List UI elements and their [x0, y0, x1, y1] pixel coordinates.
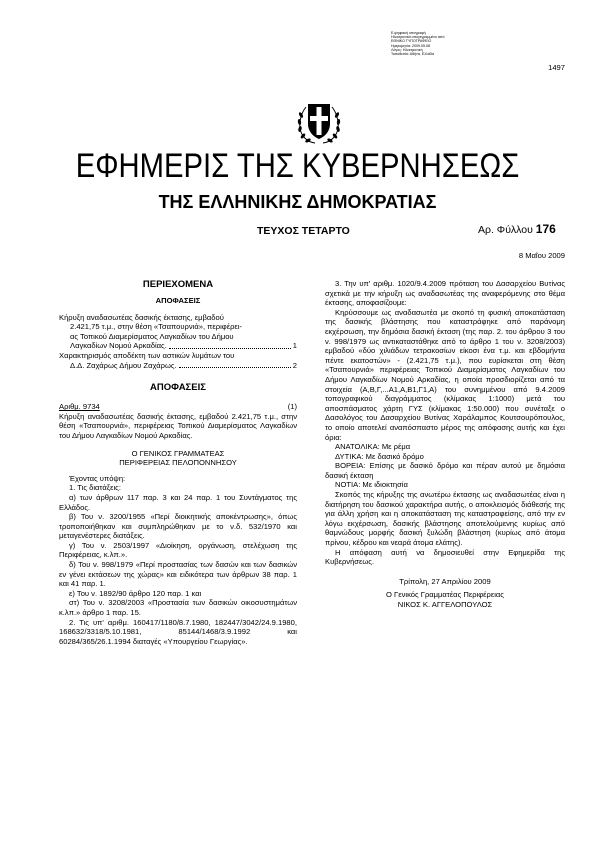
boundary-east: ΑΝΑΤΟΛΙΚΑ: Με ρέμα	[335, 442, 411, 452]
toc-heading: ΠΕΡΙΕΧΟΜΕΝΑ	[142, 279, 214, 290]
stamp-line: Τοποθεσία: Αθήνα, Ελλάδα	[391, 52, 435, 57]
digital-signature-stamp	[391, 31, 455, 56]
toc-dot-leader	[179, 367, 291, 368]
boundary-south: ΝΟΤΙΑ: Με ιδιοκτησία	[335, 480, 408, 490]
sheet-number	[478, 222, 556, 237]
sheet-number-value: 176	[535, 222, 556, 236]
clause-2: 2. Τις υπ' αριθμ. 160417/1180/8.7.1980, 182447/3042/24.9.1980, 168632/3318/5.10.1981, 85144/1468/3.9.1992 και 60284/365/26.1.1994 διαταγές «Υπουργείου Γεωργίας».	[59, 617, 297, 646]
newspaper-title: ΕΦΗΜΕΡΙΣ ΤΗΣ ΚΥΒΕΡΝΗΣΕΩΣ	[75, 147, 520, 185]
authority-region: ΠΕΡΙΦΕΡΕΙΑΣ ΠΕΛΟΠΟΝΝΗΣΟΥ	[119, 458, 237, 468]
clause-1c: γ) Του ν. 2503/1997 «Διοίκηση, οργάνωση, στελέχωση της Περιφέρειας, κ.λπ.».	[59, 540, 297, 560]
page-number: 1497	[548, 63, 565, 72]
clause-1a: α) των άρθρων 117 παρ. 3 και 24 παρ. 1 του Συντάγματος της Ελλάδος.	[59, 492, 297, 512]
clause-1b: β) Του ν. 3200/1955 «Περί διοικητικής αποκέντρωσης», όπως τροποποιήθηκαν και συμπληρώθηκαν με το ν.δ. 532/1970 και μεταγενέστερες διατάξεις.	[59, 512, 297, 541]
toc-page-number: 2	[292, 360, 297, 370]
publication-order: Η απόφαση αυτή να δημοσιευθεί στην Εφημερίδα της Κυβερνήσεως.	[325, 547, 565, 567]
newspaper-subtitle: ΤΗΣ ΕΛΛΗΝΙΚΗΣ ΔΗΜΟΚΡΑΤΙΑΣ	[158, 192, 437, 212]
issue-label: ΤΕΥΧΟΣ ΤΕΤΑΡΤΟ	[257, 225, 350, 237]
issue-date: 8 Μαΐου 2009	[518, 251, 565, 260]
stamp-line: Ε.ψηφιακή υπογραφή	[391, 31, 426, 35]
toc-subheading: ΑΠΟΦΑΣΕΙΣ	[155, 296, 201, 305]
toc-item-last-line	[59, 341, 297, 351]
decision-summary: Κήρυξη αναδασωτέας δασικής έκτασης, εμβαδού 2.421,75 τ.μ., στην θέση «Τσαπουρνιά», περιφέρειας Τοπικού Διαμερίσματος Λαγκαδίων του Δήμου Λαγκαδίων Νομού Αρκαδίας.	[59, 411, 297, 440]
boundary-west: ΔΥΤΙΚΑ: Με δασικό δρόμο	[335, 451, 424, 461]
sheet-number-label: Αρ. Φύλλου	[478, 224, 536, 236]
toc-item-text: Δ.Δ. Ζαχάρως Δήμου Ζαχάρως.	[70, 360, 177, 370]
considering: Έχοντας υπόψη:	[69, 473, 126, 483]
authority-title: Ο ΓΕΝΙΚΟΣ ΓΡΑΜΜΑΤΕΑΣ	[131, 448, 225, 458]
clause-1e: ε) Του ν. 1892/90 άρθρο 120 παρ. 1 και	[69, 588, 202, 598]
toc-item-line: 2.421,75 τ.μ., στην θέση «Τσαπουρνιά», περιφέρει-	[70, 322, 243, 332]
decision-number-row	[59, 402, 297, 412]
left-column	[59, 279, 297, 646]
toc-item-text: Λαγκαδίων Νομού Αρκαδίας.	[70, 341, 167, 351]
toc-item	[59, 351, 297, 370]
boundary-north: ΒΟΡΕΙΑ: Επίσης με δασικό δρόμο και πέραν αυτού με δημόσια δασική έκταση	[325, 461, 565, 480]
toc-item-line: Χαρακτηρισμός αποδέκτη των αστικών λυμάτων του	[59, 350, 235, 360]
stamp-line: Ηλεκτρονικά υπογεγραμμένο από	[391, 35, 445, 40]
stamp-line: Ημερομηνία: 2009.05.08	[391, 43, 431, 48]
greek-coat-of-arms-icon	[293, 96, 345, 148]
toc-item-last-line	[59, 361, 297, 371]
decisions-heading: ΑΠΟΦΑΣΕΙΣ	[150, 382, 206, 394]
toc-item	[59, 313, 297, 351]
toc-dot-leader	[169, 348, 291, 349]
toc-item-line: ας Τοπικού Διαμερίσματος Λαγκαδίων του Δήμου	[70, 331, 234, 341]
purpose-paragraph: Σκοπός της κήρυξης της ανωτέρω έκτασης ως αναδασωτέας είναι η διατήρηση του δασικού χαρακτήρα αυτής, ο αποκλεισμός διάθεσής της για άλλη χρήση και η αποκατάσταση της καταστραφείσης, από την εν λόγω εκχέρσωση, δασικής βλάστησης αποτελούμενης κυρίως από θαμνώδους μορφής δασική ξυλώδη βλάστηση (κυρίως από άτομα πρίνου, κέδρου και νεαρά άτομα ελάτης).	[325, 490, 565, 548]
place-date: Τρίπολη, 27 Απριλίου 2009	[399, 576, 491, 586]
stamp-line: Λόγος: Ηλεκτρονική	[391, 47, 423, 52]
toc-item-line: Κήρυξη αναδασωτέας δασικής έκτασης, εμβαδού	[59, 312, 224, 322]
clause-1d: δ) Του ν. 998/1979 «Περί προστασίας των δασών και των δασικών εν γένει εκτάσεων της χώρας» και ειδικότερα των άρθρων 38 παρ. 1 και 41 παρ. 1.	[59, 560, 297, 589]
signatory-name: ΝΙΚΟΣ Κ. ΑΓΓΕΛΟΠΟΥΛΟΣ	[397, 600, 493, 609]
decision-body: Κηρύσσουμε ως αναδασωτέα με σκοπό τη φυσική αποκατάσταση της δασικής βλάστησης που καταστράφηκε από παράνομη εκχέρσωση, την δημόσια δασική έκταση (της παρ. 2. του άρθρου 3 του ν. 998/1979 ως αντικαταστάθηκε από το άρθρο 1 του ν. 3208/2003) εμβαδού «δύο χιλιάδων τετρακοσίων είκοσι ένα τ.μ. και εβδομήντα πέντε εκατοστών» - (2.421,75 τ.μ.), που ευρίσκεται στη θέση «Τσαπουρνιά» περιφέρειας Τοπικού Διαμερίσματος Λαγκαδίων του Δήμου Λαγκαδίων Νομού Αρκαδίας, η οποία προσδιορίζεται από τα στοιχεία (Α,Β,Γ,...Α1,Α,Β1,Γ1,Α) του συνημμένου από 9.4.2009 τοπογραφικού διαγράμματος (κλίμακας 1:1000) μετά του αποσπάσματος χάρτη ΓΥΣ (κλίμακας 1:50.000) που συνέταξε ο Δασολόγος του Δασαρχείου Βυτίνας Χαράλαμπος Κουτσουρόπουλος, το οποίο αποτελεί αναπόσπαστο μέρος της απόφασης αυτής και έχει όρια:	[325, 307, 565, 442]
clause-3: 3. Την υπ' αριθμ. 1020/9.4.2009 πρόταση του Δασαρχείου Βυτίνας σχετικά με την κήρυξη ως αναδασωτέας της αναφερόμενης στο θέμα έκτασης, αποφασίζουμε:	[325, 279, 565, 308]
toc-page-number: 1	[292, 341, 297, 351]
right-column	[325, 279, 565, 610]
clause-1: 1. Τις διατάξεις:	[69, 483, 121, 493]
stamp-line: ΕΘΝΙΚΟ ΤΥΠΟΓΡΑΦΕΙΟ	[391, 39, 432, 44]
decision-number: Αριθμ. 9734	[59, 402, 100, 412]
signatory-title: Ο Γενικός Γραμματέας Περιφέρειας	[386, 590, 504, 600]
clause-1st: στ) Του ν. 3208/2003 «Προστασία των δασικών οικοσυστημάτων κ.λπ.» άρθρο 1 παρ. 15.	[59, 598, 297, 618]
decision-index: (1)	[287, 402, 297, 412]
